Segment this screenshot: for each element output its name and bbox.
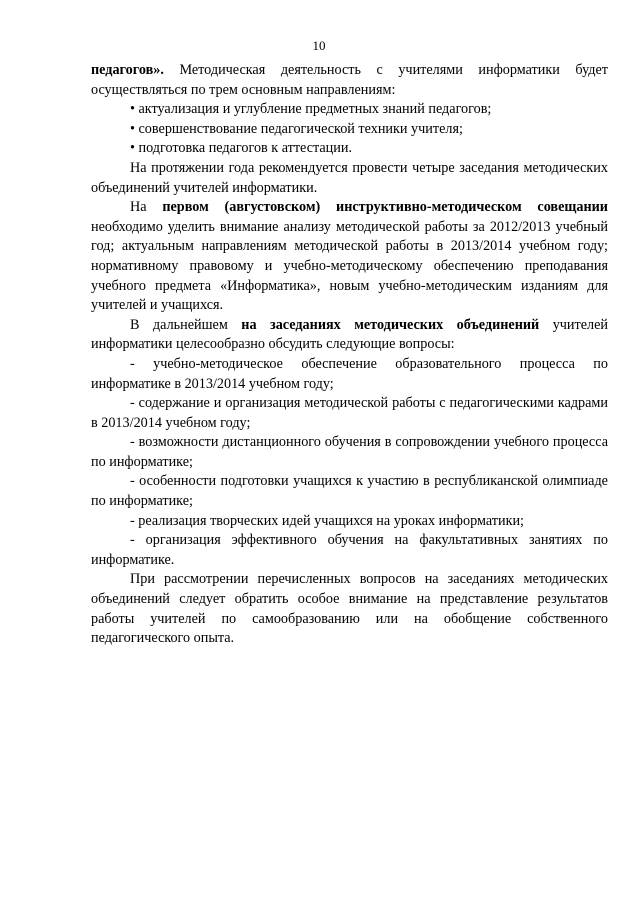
further-meetings-text: учителей информатики целесообразно обсудить следующие вопросы: bbox=[91, 316, 608, 353]
question-item: - особенности подготовки учащихся к участию в республиканской олимпиаде по информатике; bbox=[91, 473, 608, 510]
direction-item: • подготовка педагогов к аттестации. bbox=[130, 140, 353, 157]
intro-paragraph bbox=[91, 61, 608, 100]
further-meetings-prefix: В дальнейшем bbox=[130, 316, 242, 333]
closing-paragraph: При рассмотрении перечисленных вопросов на заседаниях методических объединений следует обратить особое внимание на представление результатов работы учителей по самообразованию или на обобщение собственного педагогического опыта. bbox=[91, 571, 608, 647]
document-body bbox=[91, 61, 608, 649]
meetings-paragraph: На протяжении года рекомендуется провести четыре заседания методических объединений учителей информатики. bbox=[91, 159, 608, 196]
question-item: - учебно-методическое обеспечение образовательного процесса по информатике в 2013/2014 учебном году; bbox=[91, 355, 608, 392]
further-meetings-paragraph bbox=[91, 316, 608, 355]
question-item: - возможности дистанционного обучения в сопровождении учебного процесса по информатике; bbox=[91, 434, 608, 470]
question-item: - содержание и организация методической работы с педагогическими кадрами в 2013/2014 учебном году; bbox=[91, 395, 608, 431]
question-item: - реализация творческих идей учащихся на уроках информатики; bbox=[130, 512, 524, 529]
first-meeting-bold: первом (августовском) инструктивно-методическом совещании bbox=[162, 199, 608, 216]
direction-item: • совершенствование педагогической техники учителя; bbox=[130, 120, 463, 137]
first-meeting-paragraph bbox=[91, 198, 608, 316]
intro-text: Методическая деятельность с учителями информатики будет осуществляться по трем основным направлениям: bbox=[91, 62, 608, 98]
question-item: - организация эффективного обучения на факультативных занятиях по информатике. bbox=[91, 532, 608, 568]
first-meeting-text: необходимо уделить внимание анализу методической работы за 2012/2013 учебный год; актуальным направлениям методической работы в 2013/2014 учебном году; нормативному правовому и учебно-методическому обеспечению преподавания учебного предмета «Информатика», новым учебно-методическим изданиям для учителей и учащихся. bbox=[91, 218, 608, 314]
first-meeting-prefix: На bbox=[130, 199, 163, 216]
intro-bold-lead: педагогов». bbox=[91, 62, 164, 78]
further-meetings-bold: на заседаниях методических объединений bbox=[241, 316, 540, 333]
direction-item: • актуализация и углубление предметных знаний педагогов; bbox=[130, 101, 492, 118]
page-number: 10 bbox=[312, 38, 326, 53]
